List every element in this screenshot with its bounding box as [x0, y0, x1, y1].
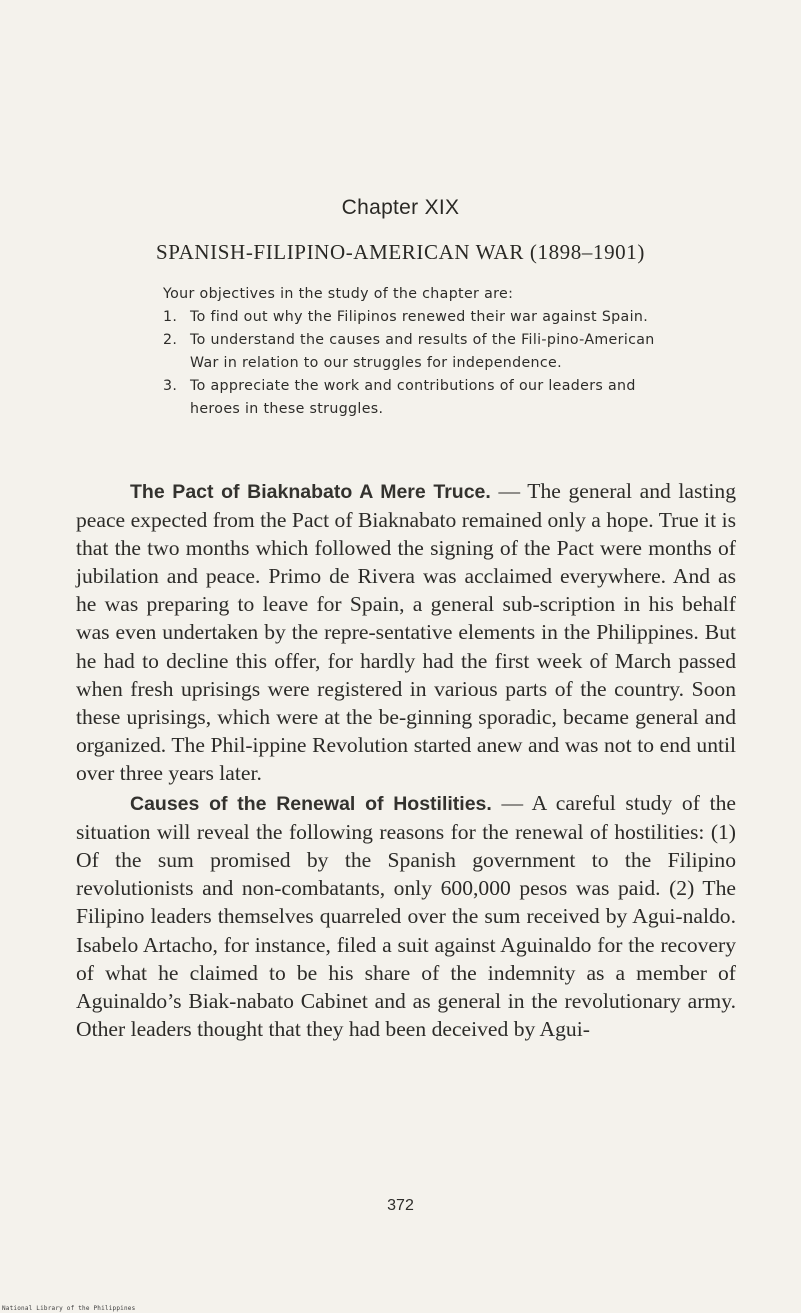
chapter-number: Chapter XIX: [341, 196, 460, 219]
objectives-block: [163, 283, 663, 421]
objective-item: [163, 375, 663, 421]
page-number: 372: [387, 1197, 414, 1214]
chapter-title: SPANISH-FILIPINO-AMERICAN WAR (1898–1901): [156, 240, 645, 264]
objective-number: 3.: [163, 378, 178, 394]
objectives-list: [163, 306, 663, 421]
objective-number: 1.: [163, 309, 178, 325]
section-text: A careful study of the situation will reveal the following reasons for the renewal of hostilities: (1) Of the sum promised by the Spanish government to the Filipino revolutionists and non-combatants, only 600,000 pesos was paid. (2) The Filipino leaders themselves quarreled over the sum received by Agui-naldo. Isabelo Artacho, for instance, filed a suit against Aguinaldo for the recovery of what he claimed to be his share of the indemnity as a member of Aguinaldo’s Biak-nabato Cabinet and as general in the revolutionary army. Other leaders thought that they had been deceived by Agui-: [76, 791, 736, 1041]
footer-credit: National Library of the Philippines: [2, 1305, 136, 1312]
body-text: [76, 477, 736, 1043]
section-paragraph: [76, 477, 736, 787]
objective-item: [163, 306, 663, 329]
section-heading: Causes of the Renewal of Hostilities.: [130, 793, 492, 816]
em-dash: —: [501, 791, 524, 816]
section-text: The general and lasting peace expected from the Pact of Biaknabato remained only a hope. True it is that the two months which followed the signing of the Pact were months of jubilation and peace. Primo de Rivera was acclaimed everywhere. And as he was preparing to leave for Spain, a general sub-scription in his behalf was even undertaken by the repre-sentative elements in the Philippines. But he had to decline this offer, for hardly had the first week of March passed when fresh uprisings were registered in various parts of the country. Soon these uprisings, which were at the be-ginning sporadic, became general and organized. The Phil-ippine Revolution started anew and was not to end until over three years later.: [76, 479, 736, 785]
section-paragraph: [76, 789, 736, 1043]
em-dash: —: [498, 479, 521, 503]
objective-number: 2.: [163, 332, 178, 348]
objective-text: To appreciate the work and contributions of our leaders and heroes in these struggles.: [190, 378, 636, 417]
objective-item: [163, 329, 663, 375]
section-heading: The Pact of Biaknabato A Mere Truce.: [130, 481, 491, 503]
objective-text: To understand the causes and results of the Fili-pino-American War in relation to our struggles for independence.: [190, 332, 655, 371]
objectives-intro: Your objectives in the study of the chapter are:: [163, 286, 514, 302]
objective-text: To find out why the Filipinos renewed their war against Spain.: [190, 309, 649, 325]
